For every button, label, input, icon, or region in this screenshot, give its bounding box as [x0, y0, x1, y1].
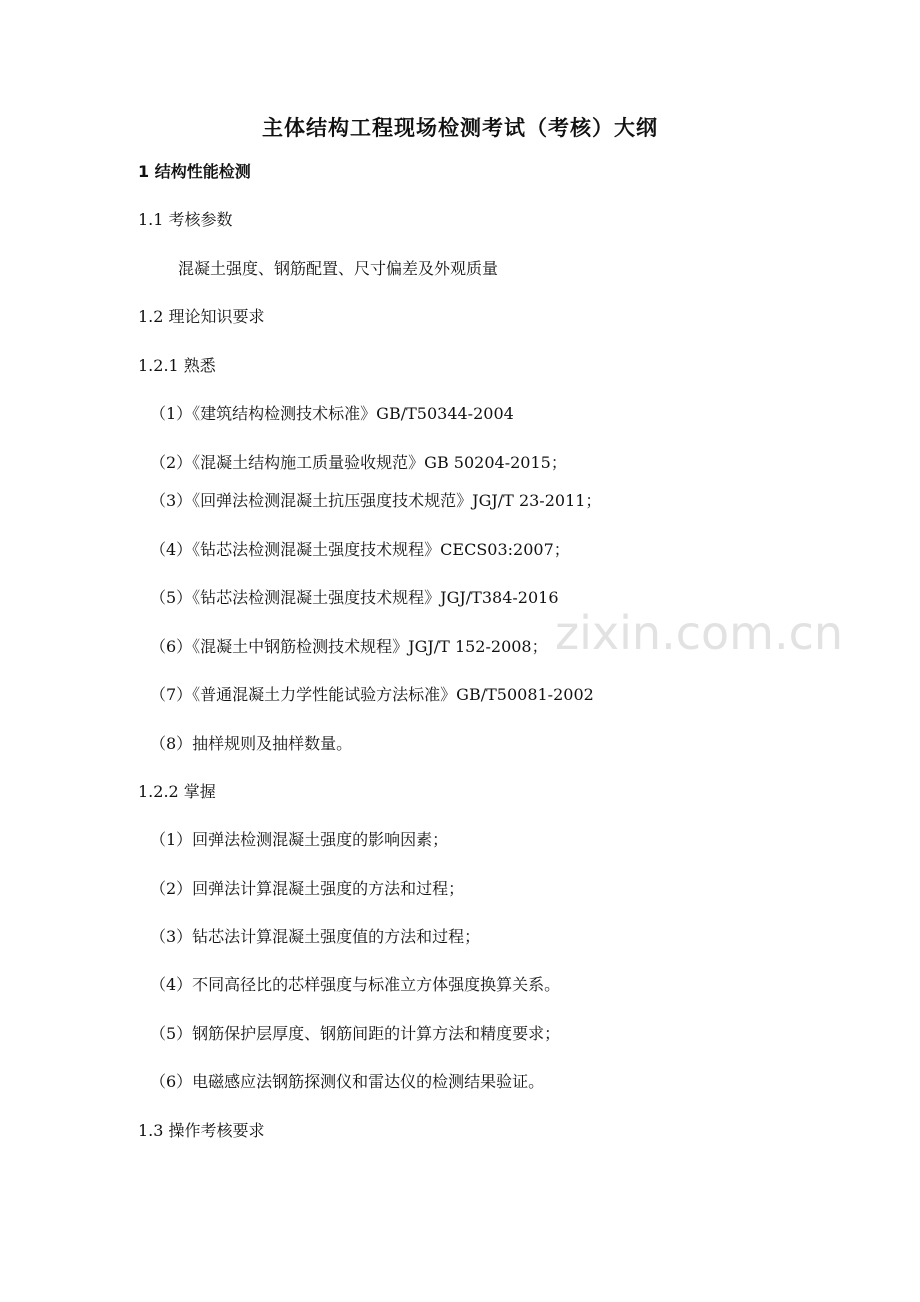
watermark: zixin.com.cn — [555, 606, 844, 660]
master-item-2: （2）回弹法计算混凝土强度的方法和过程； — [150, 879, 465, 898]
familiar-item-2: （2）《混凝土结构施工质量验收规范》GB 50204-2015； — [150, 453, 567, 472]
familiar-item-6: （6）《混凝土中钢筋检测技术规程》JGJ/T 152-2008； — [150, 637, 548, 656]
master-item-3: （3）钻芯法计算混凝土强度值的方法和过程； — [150, 927, 481, 946]
heading-section-1-3: 1.3 操作考核要求 — [138, 1121, 265, 1140]
document-title: 主体结构工程现场检测考试（考核）大纲 — [262, 116, 658, 140]
familiar-item-4: （4）《钻芯法检测混凝土强度技术规程》CECS03:2007； — [150, 540, 570, 559]
familiar-item-5: （5）《钻芯法检测混凝土强度技术规程》JGJ/T384-2016 — [150, 588, 559, 607]
master-item-1: （1）回弹法检测混凝土强度的影响因素； — [150, 830, 449, 849]
heading-section-1-2: 1.2 理论知识要求 — [138, 307, 265, 326]
familiar-item-7: （7）《普通混凝土力学性能试验方法标准》GB/T50081-2002 — [150, 685, 594, 704]
heading-section-1-2-2: 1.2.2 掌握 — [138, 782, 216, 801]
heading-section-1-1: 1.1 考核参数 — [138, 210, 233, 229]
master-item-5: （5）钢筋保护层厚度、钢筋间距的计算方法和精度要求； — [150, 1024, 561, 1043]
master-item-6: （6）电磁感应法钢筋探测仪和雷达仪的检测结果验证。 — [150, 1072, 545, 1091]
heading-section-1-2-1: 1.2.1 熟悉 — [138, 356, 216, 375]
familiar-item-1: （1）《建筑结构检测技术标准》GB/T50344-2004 — [150, 404, 514, 423]
parameters-text: 混凝土强度、钢筋配置、尺寸偏差及外观质量 — [178, 259, 499, 278]
familiar-item-8: （8）抽样规则及抽样数量。 — [150, 734, 353, 753]
heading-section-1: 1 结构性能检测 — [138, 162, 251, 181]
master-item-4: （4）不同高径比的芯样强度与标准立方体强度换算关系。 — [150, 975, 561, 994]
familiar-item-3: （3）《回弹法检测混凝土抗压强度技术规范》JGJ/T 23-2011； — [150, 491, 602, 510]
